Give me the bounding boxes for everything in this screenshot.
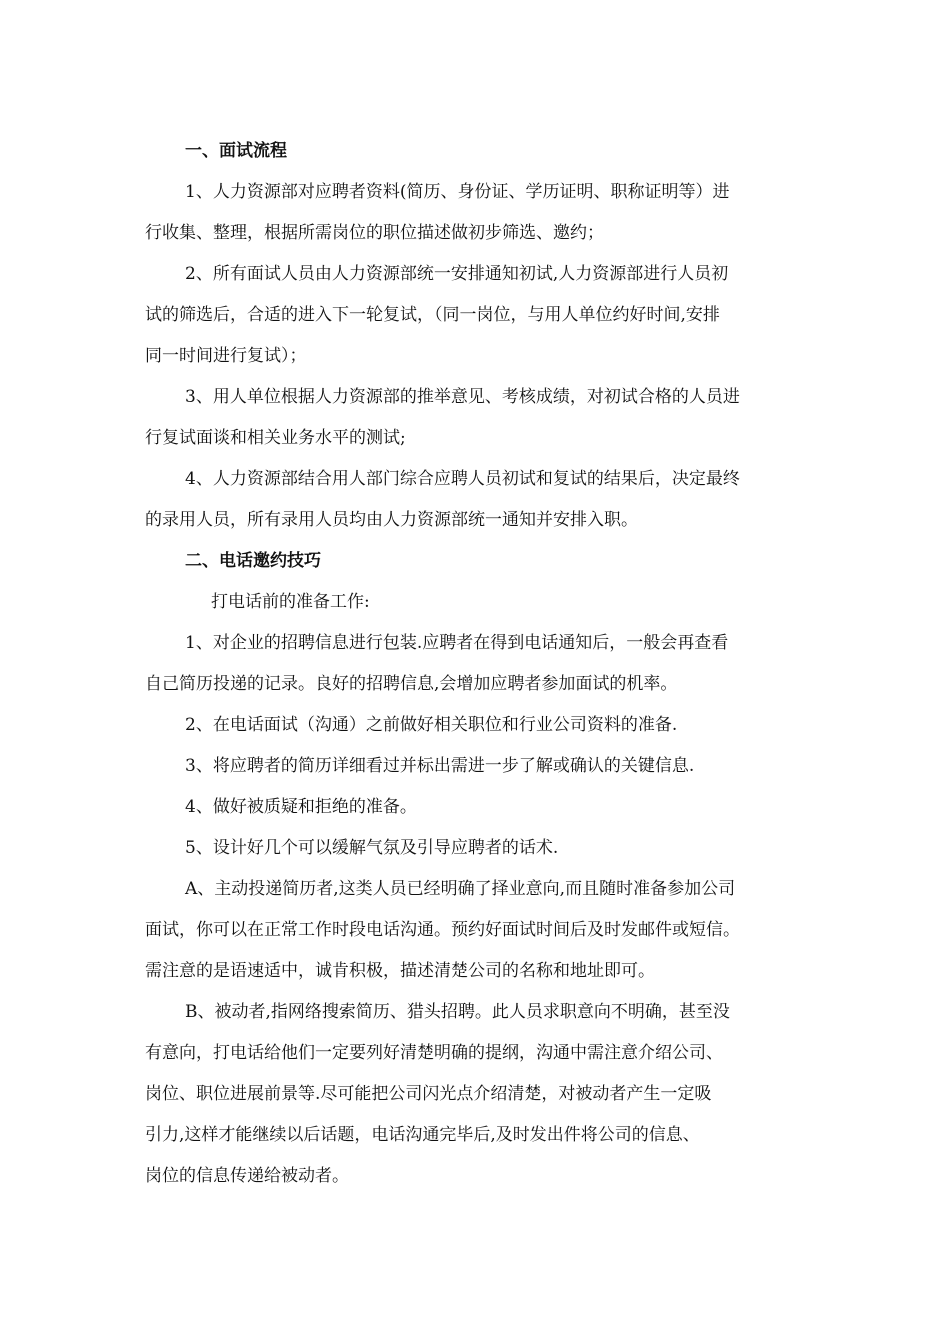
paragraph-process-1 [145,172,810,254]
text-line: 1、对企业的招聘信息进行包装.应聘者在得到电话通知后，一般会再查看 [185,633,729,653]
text-line: 行复试面谈和相关业务水平的测试; [145,428,406,448]
text-line: 需注意的是语速适中，诚肯积极，描述清楚公司的名称和地址即可。 [145,961,655,981]
text-line: 岗位、职位进展前景等.尽可能把公司闪光点介绍清楚，对被动者产生一定吸 [145,1084,712,1104]
text-line: 的录用人员，所有录用人员均由人力资源部统一通知并安排入职。 [145,510,638,530]
text-line: 有意向，打电话给他们一定要列好清楚明确的提纲，沟通中需注意介绍公司、 [145,1043,723,1063]
text-line: 1、人力资源部对应聘者资料(简历、身份证、学历证明、职称证明等）进 [185,182,730,202]
text-line: 岗位的信息传递给被动者。 [145,1166,349,1186]
text-line: 引力,这样才能继续以后话题，电话沟通完毕后,及时发出件将公司的信息、 [145,1125,700,1145]
text-line: 4、做好被质疑和拒绝的准备。 [185,797,417,817]
text-line: 5、设计好几个可以缓解气氛及引导应聘者的话术. [185,838,559,858]
paragraph-process-3 [145,377,810,459]
document-page [145,131,810,1197]
section-heading-interview-process: 一、面试流程 [185,141,287,161]
text-line: 3、将应聘者的简历详细看过并标出需进一步了解或确认的关键信息. [185,756,695,776]
paragraph-prep-5 [145,828,810,869]
text-line: A、主动投递简历者,这类人员已经明确了择业意向,而且随时准备参加公司 [185,879,736,899]
paragraph-prep-1 [145,623,810,705]
text-line: 2、在电话面试（沟通）之前做好相关职位和行业公司资料的准备. [185,715,678,735]
text-line: 同一时间进行复试）； [145,346,307,366]
text-line: 4、人力资源部结合用人部门综合应聘人员初试和复试的结果后，决定最终 [185,469,740,489]
paragraph-process-2 [145,254,810,377]
text-line: 行收集、整理，根据所需岗位的职位描述做初步筛选、邀约； [145,223,604,243]
paragraph-prep-4 [145,787,810,828]
paragraph-process-4 [145,459,810,541]
paragraph-prep-3 [145,746,810,787]
text-line: 3、用人单位根据人力资源部的推举意见、考核成绩，对初试合格的人员进 [185,387,740,407]
paragraph-active-applicant [145,869,810,992]
text-line: B、被动者,指网络搜索简历、猎头招聘。此人员求职意向不明确，甚至没 [185,1002,730,1022]
text-line: 自己简历投递的记录。良好的招聘信息,会增加应聘者参加面试的机率。 [145,674,678,694]
text-line: 面试，你可以在正常工作时段电话沟通。预约好面试时间后及时发邮件或短信。 [145,920,740,940]
subsection-intro: 打电话前的准备工作: [211,592,370,612]
text-line: 2、所有面试人员由人力资源部统一安排通知初试,人力资源部进行人员初 [185,264,729,284]
section-heading-phone-invitation: 二、电话邀约技巧 [185,551,321,571]
paragraph-prep-2 [145,705,810,746]
paragraph-passive-applicant [145,992,810,1197]
text-line: 试的筛选后，合适的进入下一轮复试，（同一岗位，与用人单位约好时间,安排 [145,305,720,325]
